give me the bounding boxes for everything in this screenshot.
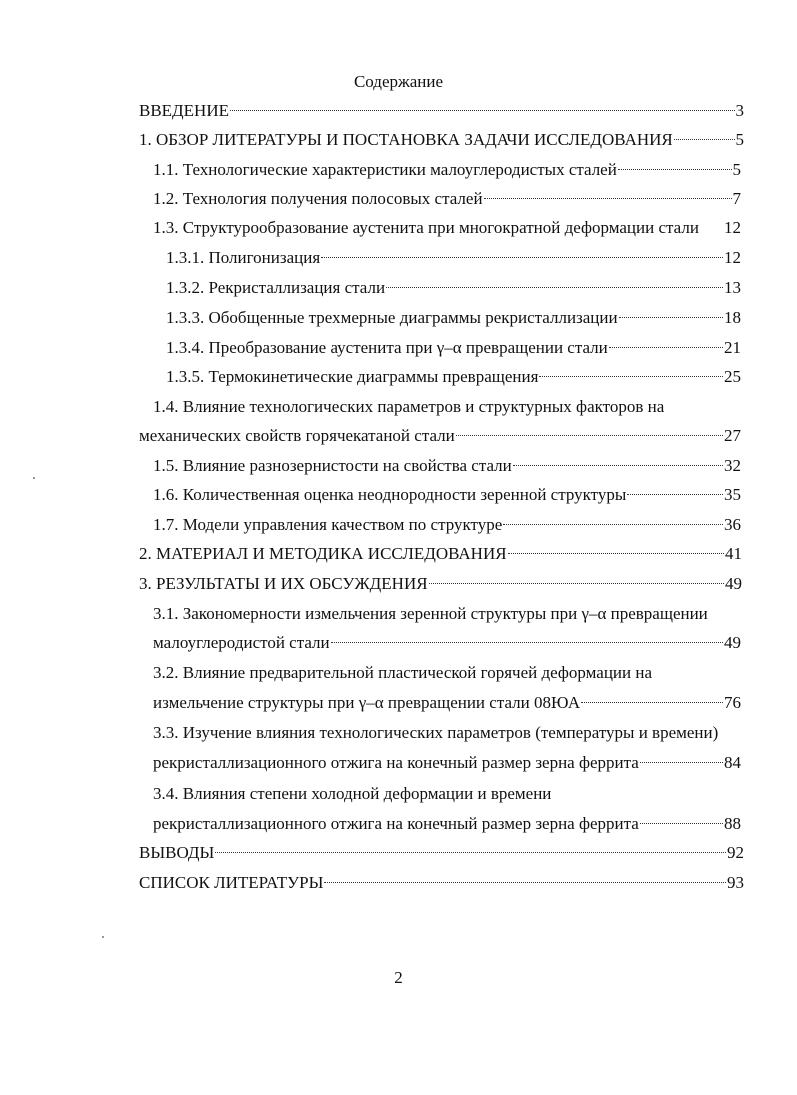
toc-entry-page: 35 (724, 485, 741, 504)
toc-entry-continuation: рекристаллизационного отжига на конечный размер зерна феррита (153, 814, 639, 833)
toc-leader-dots (456, 435, 723, 436)
toc-entry[interactable] (153, 811, 741, 837)
toc-entry[interactable] (139, 840, 744, 866)
toc-entry[interactable] (166, 335, 741, 361)
toc-entry-continuation: измельчение структуры при γ–α превращении стали 08ЮА (153, 693, 581, 712)
toc-entry-page: 3 (735, 101, 744, 120)
toc-entry-page: 76 (724, 693, 741, 712)
toc-entry-text: 3.3. Изучение влияния технологических параметров (температуры и времени) (153, 723, 719, 742)
toc-leader-dots (429, 583, 724, 584)
toc-entry[interactable] (139, 870, 744, 896)
toc-entry-text: 1.1. Технологические характеристики малоуглеродистых сталей (153, 160, 617, 179)
toc-entry[interactable] (153, 512, 741, 538)
toc-entry-text: 1.7. Модели управления качеством по структуре (153, 515, 503, 534)
toc-entry[interactable] (166, 305, 741, 331)
toc-leader-dots (618, 169, 732, 170)
toc-entry-text: 1.3.5. Термокинетические диаграммы превращения (166, 367, 539, 386)
page-title: Содержание (353, 72, 444, 91)
toc-entry-continuation: рекристаллизационного отжига на конечный размер зерна феррита (153, 753, 639, 772)
toc-entry-page: 5 (732, 160, 741, 179)
toc-entry-page: 49 (725, 574, 742, 593)
toc-entry-page: 93 (727, 873, 744, 892)
toc-entry-page: 21 (724, 338, 741, 357)
toc-entry[interactable] (153, 482, 741, 508)
toc-entry-text: 1.3.2. Рекристаллизация стали (166, 278, 386, 297)
toc-leader-dots (215, 852, 726, 853)
toc-entry-text: ВВЕДЕНИЕ (139, 101, 229, 120)
toc-entry-text: 1.3. Структурообразование аустенита при многократной деформации стали (153, 218, 699, 237)
toc-entry-text: 1.3.3. Обобщенные трехмерные диаграммы рекристаллизации (166, 308, 618, 327)
toc-entry-text: 3.1. Закономерности измельчения зеренной структуры при γ–α превращении (153, 604, 708, 623)
toc-leader-dots (640, 762, 723, 763)
toc-entry[interactable] (166, 245, 741, 271)
toc-entry[interactable] (153, 750, 741, 776)
toc-leader-dots (513, 465, 723, 466)
toc-entry[interactable] (139, 571, 742, 597)
toc-entry-text: 1.3.1. Полигонизация (166, 248, 321, 267)
toc-leader-dots (640, 823, 723, 824)
toc-entry-page: 25 (724, 367, 741, 386)
toc-leader-dots (331, 642, 723, 643)
page-number: 2 (394, 968, 403, 987)
toc-entry[interactable] (153, 630, 741, 656)
toc-entry[interactable] (139, 423, 741, 449)
toc-entry-text: 1.3.4. Преобразование аустенита при γ–α превращении стали (166, 338, 608, 357)
toc-entry-page: 7 (732, 189, 741, 208)
toc-entry[interactable] (166, 364, 741, 390)
toc-entry-first-line[interactable] (153, 394, 741, 420)
toc-entry-text: 3. РЕЗУЛЬТАТЫ И ИХ ОБСУЖДЕНИЯ (139, 574, 428, 593)
toc-entry-text: 1.6. Количественная оценка неоднородности зеренной структуры (153, 485, 627, 504)
toc-entry[interactable] (139, 541, 742, 567)
toc-entry-page: 32 (724, 456, 741, 475)
toc-entry-page: 84 (724, 753, 741, 772)
toc-entry[interactable] (166, 275, 741, 301)
toc-entry-text: 1.5. Влияние разнозернистости на свойства стали (153, 456, 512, 475)
toc-entry[interactable] (153, 453, 741, 479)
toc-entry-page: 5 (735, 130, 744, 149)
toc-entry[interactable] (139, 98, 744, 124)
toc-leader-dots (581, 702, 723, 703)
toc-leader-dots (230, 110, 735, 111)
toc-leader-dots (484, 198, 732, 199)
toc-entry-page: 92 (727, 843, 744, 862)
scan-speck (33, 477, 35, 479)
toc-leader-dots (539, 376, 723, 377)
toc-leader-dots (674, 139, 735, 140)
toc-entry[interactable] (153, 215, 741, 241)
toc-entry-text: 3.2. Влияние предварительной пластической горячей деформации на (153, 663, 653, 682)
toc-entry-text: 1.2. Технология получения полосовых сталей (153, 189, 483, 208)
toc-entry-text: 3.4. Влияния степени холодной деформации и времени (153, 784, 552, 803)
toc-entry-text: 2. МАТЕРИАЛ И МЕТОДИКА ИССЛЕДОВАНИЯ (139, 544, 507, 563)
toc-entry-page: 88 (724, 814, 741, 833)
toc-entry-text: 1.4. Влияние технологических параметров и структурных факторов на (153, 397, 665, 416)
toc-leader-dots (508, 553, 724, 554)
toc-entry[interactable] (153, 157, 741, 183)
toc-entry-first-line[interactable] (153, 601, 743, 627)
toc-entry[interactable] (153, 690, 741, 716)
toc-entry-page: 18 (724, 308, 741, 327)
toc-entry[interactable] (153, 186, 741, 212)
toc-leader-dots (619, 317, 723, 318)
toc-leader-dots (321, 257, 723, 258)
scan-speck (102, 936, 104, 938)
toc-entry-page: 49 (724, 633, 741, 652)
toc-entry-text: 1. ОБЗОР ЛИТЕРАТУРЫ И ПОСТАНОВКА ЗАДАЧИ ИССЛЕДОВАНИЯ (139, 130, 673, 149)
toc-entry-page: 12 (724, 218, 741, 237)
toc-entry-first-line[interactable] (153, 660, 741, 686)
toc-entry-page: 27 (724, 426, 741, 445)
toc-entry-text: ВЫВОДЫ (139, 843, 215, 862)
toc-leader-dots (609, 347, 723, 348)
toc-entry-first-line[interactable] (153, 720, 743, 746)
toc-leader-dots (324, 882, 726, 883)
toc-leader-dots (503, 524, 723, 525)
toc-entry-text: СПИСОК ЛИТЕРАТУРЫ (139, 873, 324, 892)
toc-leader-dots (627, 494, 723, 495)
toc-entry-continuation: малоуглеродистой стали (153, 633, 330, 652)
toc-entry[interactable] (139, 127, 744, 153)
toc-entry-first-line[interactable] (153, 781, 741, 807)
toc-entry-page: 13 (724, 278, 741, 297)
toc-leader-dots (386, 287, 723, 288)
toc-entry-page: 41 (725, 544, 742, 563)
toc-entry-continuation: механических свойств горячекатаной стали (139, 426, 455, 445)
toc-entry-page: 36 (724, 515, 741, 534)
toc-entry-page: 12 (724, 248, 741, 267)
